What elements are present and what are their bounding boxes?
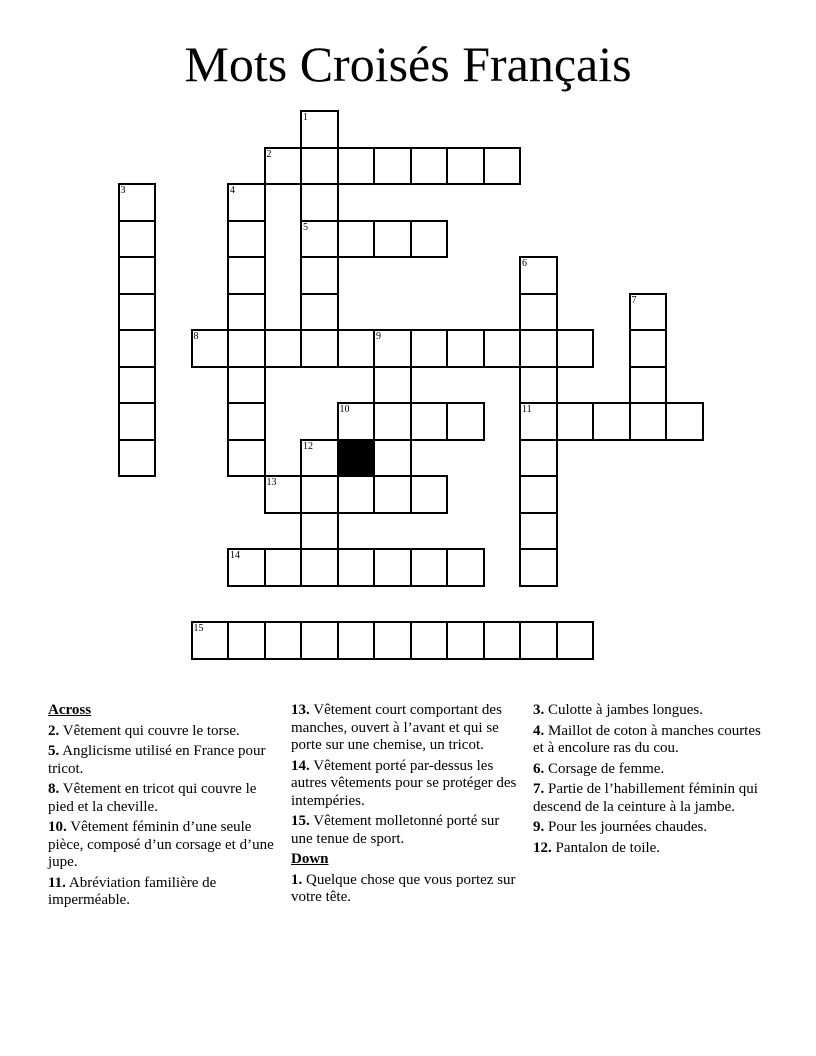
grid-cell[interactable] xyxy=(337,329,376,368)
clue-text: Partie de l’habillement féminin qui descend de la ceinture à la jambe. xyxy=(533,781,758,815)
clue-number: 8. xyxy=(48,781,60,797)
grid-cell[interactable] xyxy=(373,147,412,186)
clue-across-13 xyxy=(291,702,523,755)
grid-cell[interactable] xyxy=(300,621,339,660)
clue-across-14 xyxy=(291,758,523,811)
grid-cell[interactable] xyxy=(300,548,339,587)
grid-cell[interactable] xyxy=(264,147,303,186)
black-cell xyxy=(337,439,376,478)
clues-column-3 xyxy=(533,702,763,860)
cell-number: 2 xyxy=(266,148,272,160)
grid-cell[interactable] xyxy=(300,110,339,149)
clue-number: 13. xyxy=(291,702,310,718)
clues-column-2 xyxy=(291,702,523,910)
grid-cell[interactable] xyxy=(118,329,157,368)
grid-cell[interactable] xyxy=(227,293,266,332)
cell-number: 3 xyxy=(120,185,126,196)
grid-cell[interactable] xyxy=(300,256,339,295)
cell-number: 7 xyxy=(631,294,637,306)
grid-cell[interactable] xyxy=(629,366,668,405)
clue-number: 7. xyxy=(533,781,545,797)
grid-cell[interactable] xyxy=(337,147,376,186)
clue-number: 1. xyxy=(291,871,303,888)
clue-number: 11. xyxy=(48,874,66,891)
clue-text: Quelque chose que vous portez sur votre tête. xyxy=(291,871,516,905)
clue-down-7 xyxy=(533,781,763,816)
grid-cell[interactable] xyxy=(483,621,522,660)
grid-cell[interactable] xyxy=(264,329,303,368)
grid-cell[interactable] xyxy=(629,329,668,368)
grid-cell[interactable] xyxy=(410,621,449,660)
clue-down-4 xyxy=(533,723,763,758)
cell-number: 5 xyxy=(303,221,308,233)
grid-cell[interactable] xyxy=(227,183,266,222)
clue-text: Vêtement qui couvre le torse. xyxy=(62,722,240,739)
clue-down-12 xyxy=(533,840,763,858)
grid-cell[interactable] xyxy=(300,512,339,551)
page-title: Mots Croisés Français xyxy=(184,36,632,92)
cell-number: 14 xyxy=(230,550,240,561)
grid-cell[interactable] xyxy=(264,621,303,660)
grid-cell[interactable] xyxy=(519,621,558,660)
grid-cell[interactable] xyxy=(629,293,668,332)
grid-cell[interactable] xyxy=(337,402,376,441)
grid-cell[interactable] xyxy=(191,621,230,660)
clue-number: 3. xyxy=(533,702,545,718)
clue-down-6 xyxy=(533,761,763,779)
grid-cell[interactable] xyxy=(446,621,485,660)
grid-cell[interactable] xyxy=(446,402,485,441)
grid-cell[interactable] xyxy=(118,293,157,332)
grid-cell[interactable] xyxy=(373,439,412,478)
grid-cell[interactable] xyxy=(227,621,266,660)
cell-number: 10 xyxy=(339,404,350,415)
grid-cell[interactable] xyxy=(227,439,266,478)
clue-text: Anglicisme utilisé en France pour tricot. xyxy=(48,743,266,777)
cell-number: 1 xyxy=(303,112,308,123)
cell-number: 11 xyxy=(522,404,532,415)
grid-cell[interactable] xyxy=(519,475,558,514)
grid-cell[interactable] xyxy=(118,220,157,259)
clue-text: Vêtement molletonné porté sur une tenue de sport. xyxy=(291,813,500,847)
clues-column-1 xyxy=(48,702,276,913)
grid-cell[interactable] xyxy=(410,147,449,186)
clue-number: 14. xyxy=(291,757,310,774)
grid-cell[interactable] xyxy=(227,329,266,368)
grid-cell[interactable] xyxy=(191,329,230,368)
grid-cell[interactable] xyxy=(300,147,339,186)
clue-text: Vêtement en tricot qui couvre le pied et la cheville. xyxy=(48,781,257,815)
clue-text: Abréviation familière de imperméable. xyxy=(48,874,217,908)
grid-cell[interactable] xyxy=(592,402,631,441)
grid-cell[interactable] xyxy=(373,621,412,660)
grid-cell[interactable] xyxy=(227,220,266,259)
clue-number: 4. xyxy=(533,722,545,739)
grid-cell[interactable] xyxy=(300,475,339,514)
cell-number: 13 xyxy=(266,477,277,488)
grid-cell[interactable] xyxy=(519,548,558,587)
clue-across-5 xyxy=(48,743,276,778)
grid-cell[interactable] xyxy=(519,439,558,478)
clue-number: 6. xyxy=(533,760,545,777)
grid-cell[interactable] xyxy=(118,402,157,441)
grid-cell[interactable] xyxy=(337,475,376,514)
grid-cell[interactable] xyxy=(446,147,485,186)
grid-cell[interactable] xyxy=(519,366,558,405)
clue-number: 2. xyxy=(48,722,60,739)
clue-text: Culotte à jambes longues. xyxy=(548,702,703,718)
grid-cell[interactable] xyxy=(373,220,412,259)
grid-cell[interactable] xyxy=(410,329,449,368)
clue-text: Vêtement féminin d’une seule pièce, composé d’un corsage et d’une jupe. xyxy=(48,819,274,870)
grid-cell[interactable] xyxy=(227,402,266,441)
cell-number: 8 xyxy=(193,331,199,342)
grid-cell[interactable] xyxy=(118,256,157,295)
grid-cell[interactable] xyxy=(446,329,485,368)
cell-number: 9 xyxy=(376,331,381,342)
grid-cell[interactable] xyxy=(337,621,376,660)
grid-cell[interactable] xyxy=(118,183,157,222)
grid-cell[interactable] xyxy=(519,293,558,332)
clue-down-1 xyxy=(291,872,523,907)
grid-cell[interactable] xyxy=(227,548,266,587)
grid-cell[interactable] xyxy=(446,548,485,587)
cell-number: 4 xyxy=(230,185,235,196)
grid-cell[interactable] xyxy=(337,220,376,259)
grid-cell[interactable] xyxy=(118,366,157,405)
grid-cell[interactable] xyxy=(629,402,668,441)
clue-across-10 xyxy=(48,819,276,872)
clue-text: Corsage de femme. xyxy=(548,760,665,777)
grid-cell[interactable] xyxy=(300,329,339,368)
clue-text: Pantalon de toile. xyxy=(555,839,661,856)
cell-number: 6 xyxy=(522,258,527,269)
clue-down-9 xyxy=(533,819,763,837)
grid-cell[interactable] xyxy=(410,402,449,441)
grid-cell[interactable] xyxy=(300,439,339,478)
grid-cell[interactable] xyxy=(300,183,339,222)
grid-cell[interactable] xyxy=(373,329,412,368)
grid-cell[interactable] xyxy=(264,475,303,514)
clue-down-3 xyxy=(533,702,763,720)
grid-cell[interactable] xyxy=(519,256,558,295)
grid-cell[interactable] xyxy=(373,366,412,405)
clue-number: 12. xyxy=(533,839,552,856)
grid-cell[interactable] xyxy=(373,548,412,587)
grid-cell[interactable] xyxy=(483,329,522,368)
grid-cell[interactable] xyxy=(300,293,339,332)
cell-number: 15 xyxy=(193,623,204,634)
grid-cell[interactable] xyxy=(337,548,376,587)
grid-cell[interactable] xyxy=(483,147,522,186)
grid-cell[interactable] xyxy=(556,621,595,660)
grid-cell[interactable] xyxy=(519,512,558,551)
grid-cell[interactable] xyxy=(410,220,449,259)
clue-across-8 xyxy=(48,781,276,816)
clue-number: 15. xyxy=(291,813,310,829)
clue-across-11 xyxy=(48,875,276,910)
down-heading: Down xyxy=(291,851,329,867)
grid-cell[interactable] xyxy=(300,220,339,259)
grid-cell[interactable] xyxy=(227,256,266,295)
grid-cell[interactable] xyxy=(519,402,558,441)
clue-number: 5. xyxy=(48,743,60,759)
grid-cell[interactable] xyxy=(373,402,412,441)
grid-cell[interactable] xyxy=(410,475,449,514)
grid-cell[interactable] xyxy=(519,329,558,368)
across-heading: Across xyxy=(48,702,92,718)
grid-cell[interactable] xyxy=(556,329,595,368)
grid-cell[interactable] xyxy=(556,402,595,441)
cell-number: 12 xyxy=(303,440,313,452)
grid-cell[interactable] xyxy=(665,402,704,441)
clue-text: Pour les journées chaudes. xyxy=(548,819,708,835)
clue-number: 10. xyxy=(48,819,67,835)
clue-across-2 xyxy=(48,723,276,741)
grid-cell[interactable] xyxy=(373,475,412,514)
grid-cell[interactable] xyxy=(227,366,266,405)
grid-cell[interactable] xyxy=(118,439,157,478)
clue-text: Vêtement porté par-dessus les autres vêtements pour se protéger des intempéries. xyxy=(291,757,517,809)
grid-cell[interactable] xyxy=(410,548,449,587)
clue-across-15 xyxy=(291,813,523,848)
clue-text: Maillot de coton à manches courtes et à encolure ras du cou. xyxy=(533,722,761,756)
grid-cell[interactable] xyxy=(264,548,303,587)
clue-number: 9. xyxy=(533,819,545,835)
clue-text: Vêtement court comportant des manches, ouvert à l’avant et qui se porte sur une chemise, un tricot. xyxy=(291,702,502,753)
